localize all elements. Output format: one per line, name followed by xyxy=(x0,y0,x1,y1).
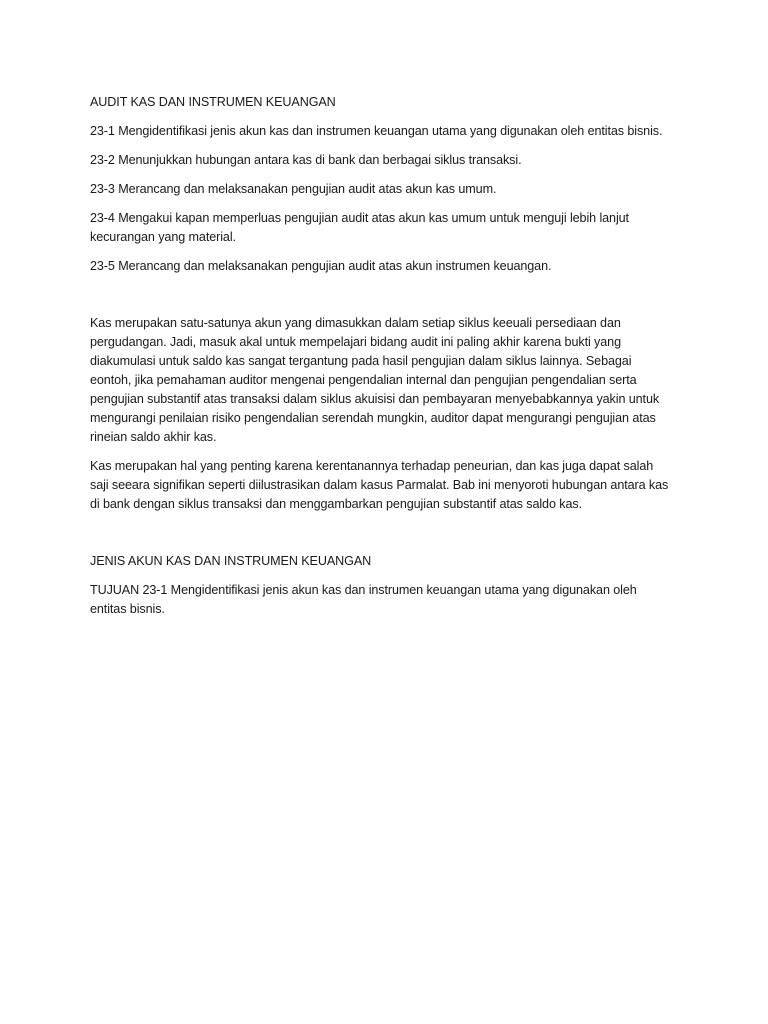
objective-item xyxy=(90,151,685,170)
body-paragraph xyxy=(90,314,685,447)
objective-line: 23-2 Menunjukkan hubungan antara kas di bank dan berbagai siklus transaksi. xyxy=(90,153,522,167)
objective-line: 23-3 Merancang dan melaksanakan pengujian audit atas akun kas umum. xyxy=(90,182,497,196)
objective-line: kecurangan yang material. xyxy=(90,230,236,244)
document-content xyxy=(90,93,685,629)
spacer xyxy=(90,524,685,552)
section-objective xyxy=(90,581,685,619)
objective-item xyxy=(90,122,685,141)
section-heading: JENIS AKUN KAS DAN INSTRUMEN KEUANGAN xyxy=(90,554,372,568)
objective-item xyxy=(90,257,685,276)
objective-item xyxy=(90,209,685,247)
paragraph-line: di bank dengan siklus transaksi dan menggambarkan pengujian substantif atas saldo kas. xyxy=(90,497,582,511)
body-paragraph xyxy=(90,457,685,514)
paragraph-line: pergudangan. Jadi, masuk akal untuk mempelajari bidang audit ini paling akhir karena bukti yang xyxy=(90,335,621,349)
paragraph-line: saji seeara signifikan seperti diilustrasikan dalam kasus Parmalat. Bab ini menyoroti hubungan antara kas xyxy=(90,478,669,492)
paragraph-line: rineian saldo akhir kas. xyxy=(90,430,217,444)
paragraph-line: diakumulasi untuk saldo kas sangat tergantung pada hasil pengujian dalam siklus lainnya. Sebagai xyxy=(90,354,632,368)
objective-line: 23-4 Mengakui kapan memperluas pengujian audit atas akun kas umum untuk menguji lebih lanjut xyxy=(90,211,629,225)
paragraph-line: pengujian substantif atas transaksi dalam siklus akuisisi dan pembayaran menyebabkannya yakin untuk xyxy=(90,392,660,406)
paragraph-line: eontoh, jika pemahaman auditor mengenai pengendalian internal dan pengujian pengendalian serta xyxy=(90,373,637,387)
paragraph-line: mengurangi penilaian risiko pengendalian serendah mungkin, auditor dapat mengurangi pengujian atas xyxy=(90,411,656,425)
paragraph-line: entitas bisnis. xyxy=(90,602,165,616)
document-title: AUDIT KAS DAN INSTRUMEN KEUANGAN xyxy=(90,95,336,109)
paragraph-line: Kas merupakan satu-satunya akun yang dimasukkan dalam setiap siklus keeuali persediaan dan xyxy=(90,316,621,330)
objective-item xyxy=(90,180,685,199)
paragraph-line: Kas merupakan hal yang penting karena kerentanannya terhadap peneurian, dan kas juga dapat salah xyxy=(90,459,654,473)
objective-line: 23-5 Merancang dan melaksanakan pengujian audit atas akun instrumen keuangan. xyxy=(90,259,552,273)
paragraph-line: TUJUAN 23-1 Mengidentifikasi jenis akun kas dan instrumen keuangan utama yang digunakan oleh xyxy=(90,583,637,597)
objective-line: 23-1 Mengidentifikasi jenis akun kas dan instrumen keuangan utama yang digunakan oleh entitas bisnis. xyxy=(90,124,663,138)
spacer xyxy=(90,286,685,314)
